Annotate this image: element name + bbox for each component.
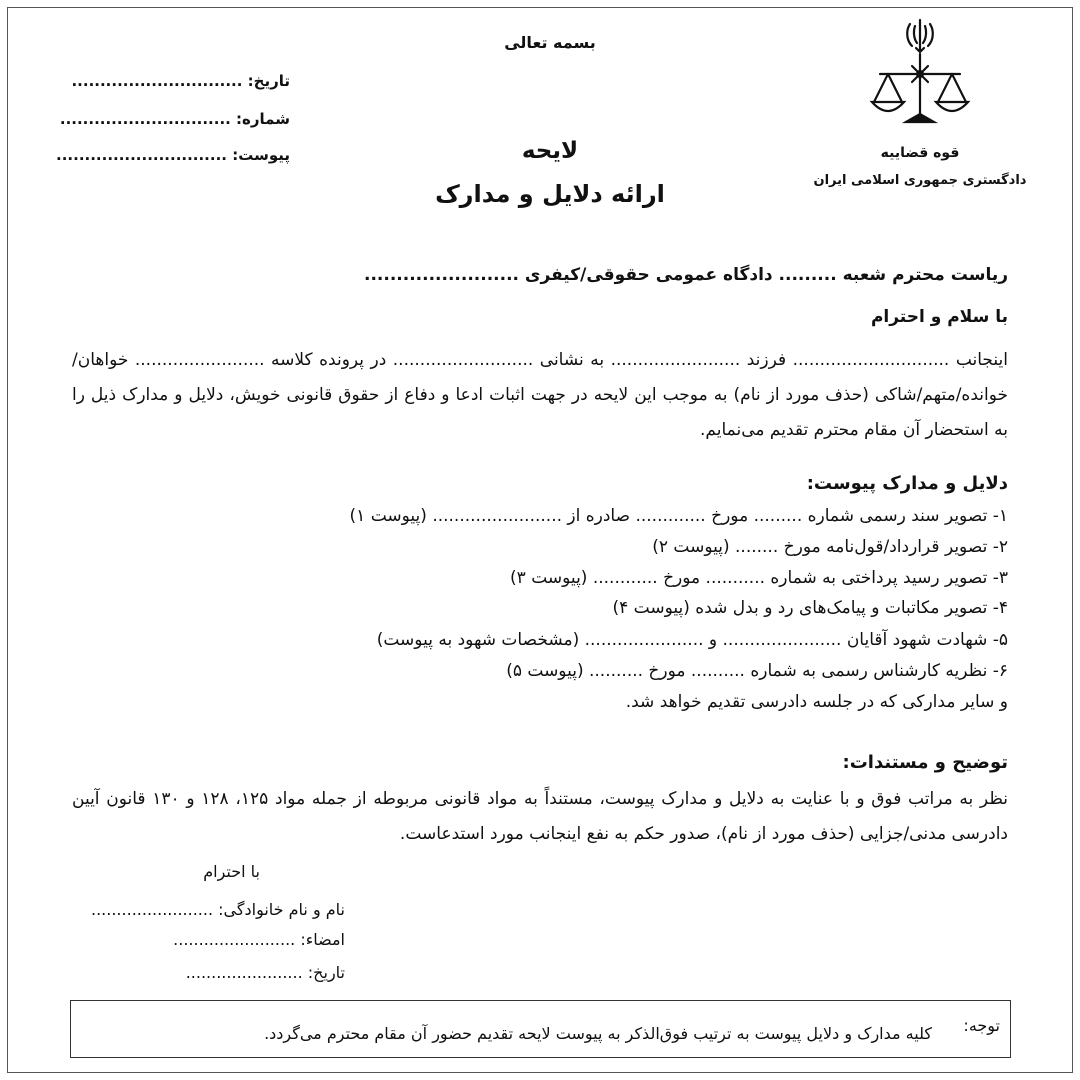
- closing-regards: با احترام: [203, 862, 260, 881]
- intro-paragraph: اینجانب ............................. فرزند ........................ به نشانی .......................... در پرونده کلاسه ........................ خواهان/خوانده/متهم/شاکی (حذف مورد از نام) به موجب این لایحه در جهت اثبات ادعا و دفاع از حقوق قانونی خویش، دلایل و مدارک ذیل را به استحضار آن مقام محترم تقدیم می‌نمایم.: [72, 350, 1008, 440]
- iran-judiciary-emblem-icon: [866, 14, 974, 132]
- number-field: شماره: ..............................: [59, 110, 290, 128]
- explanation-heading: توضیح و مستندات:: [842, 752, 1008, 773]
- evidence-item: ۶- نظریه کارشناس رسمی به شماره .......... مورخ .......... (پیوست ۵): [506, 661, 1008, 681]
- signature-name-field: نام و نام خانوادگی: ........................: [91, 900, 345, 919]
- evidence-closing-line: و سایر مدارکی که در جلسه دادرسی تقدیم خواهد شد.: [625, 692, 1008, 712]
- signature-date-field: تاریخ: .......................: [185, 963, 345, 982]
- document-title: لایحه: [521, 138, 579, 164]
- evidence-item: ۳- تصویر رسید پرداختی به شماره ........... مورخ ............ (پیوست ۳): [510, 568, 1008, 588]
- evidence-item: ۲- تصویر قرارداد/قول‌نامه مورخ ........ (پیوست ۲): [652, 537, 1008, 557]
- attachment-field: پیوست: ..............................: [56, 146, 290, 164]
- org-name-judiciary: قوه قضاییه: [880, 145, 960, 161]
- evidence-item: ۵- شهادت شهود آقایان ...................... و ...................... (مشخصات شهود به پیوست): [376, 630, 1008, 650]
- document-subtitle: ارائه دلایل و مدارک: [435, 180, 665, 208]
- bismillah-heading: بسمه تعالی: [504, 33, 596, 52]
- greeting-line: با سلام و احترام: [870, 307, 1008, 327]
- evidence-item: ۴- تصویر مکاتبات و پیامک‌های رد و بدل شده (پیوست ۴): [612, 598, 1008, 618]
- date-field: تاریخ: ..............................: [71, 72, 290, 90]
- org-name-justice-dept: دادگستری جمهوری اسلامی ایران: [813, 173, 1027, 188]
- evidence-heading: دلایل و مدارک پیوست:: [806, 473, 1008, 494]
- signature-sign-field: امضاء: ........................: [173, 930, 345, 949]
- addressee-line: ریاست محترم شعبه ......... دادگاه عمومی حقوقی/کیفری ........................: [364, 265, 1008, 285]
- evidence-item: ۱- تصویر سند رسمی شماره ......... مورخ ............. صادره از ........................ (پیوست ۱): [349, 506, 1008, 526]
- note-label: توجه:: [963, 1016, 1000, 1035]
- explanation-paragraph: نظر به مراتب فوق و با عنایت به دلایل و مدارک پیوست، مستنداً به مواد قانونی مربوطه از جمله مواد ۱۲۵، ۱۲۸ و ۱۳۰ قانون آیین دادرسی مدنی/جزایی (حذف مورد از نام)، صدور حکم به نفع اینجانب مورد استدعاست.: [72, 789, 1008, 844]
- note-text: کلیه مدارک و دلایل پیوست به ترتیب فوق‌الذکر به پیوست لایحه تقدیم حضور آن مقام محترم می‌گردد.: [264, 1024, 932, 1043]
